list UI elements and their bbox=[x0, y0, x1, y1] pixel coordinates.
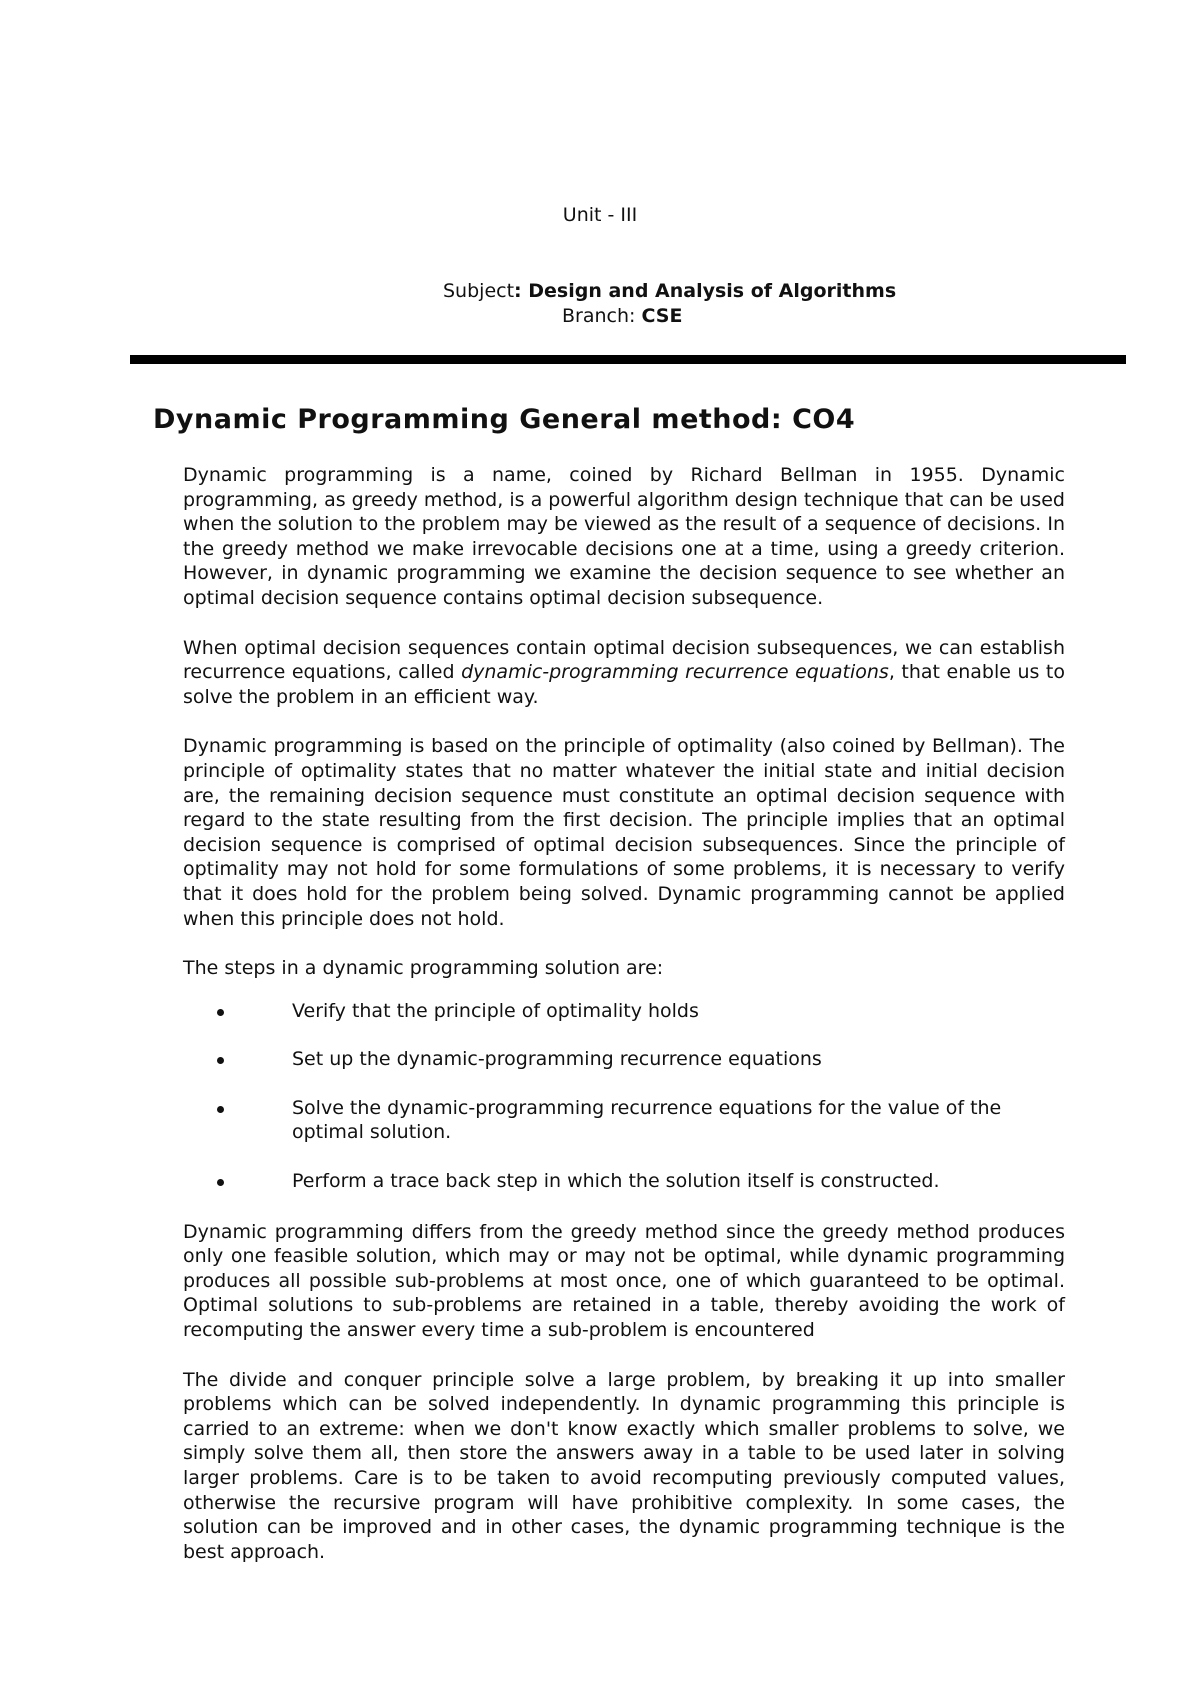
paragraph-divide-and-conquer: The divide and conquer principle solve a large problem, by breaking it up into smaller problems which can be solved independently. In dynamic programming this principle is carried to an extreme: when we don't know exactly which smaller problems to solve, we simply solve them all, then store the answers away in a table to be used later in solving larger problems. Care is to be taken to avoid recomputing previously computed values, otherwise the recursive program will have prohibitive complexity. In some cases, the solution can be improved and in other cases, the dynamic programming technique is the best approach. bbox=[183, 1368, 1065, 1563]
step-text: Verify that the principle of optimality holds bbox=[292, 999, 699, 1022]
paragraph-principle-of-optimality: Dynamic programming is based on the principle of optimality (also coined by Bellman). The principle of optimality states that no matter whatever the initial state and initial decision are, the remaining decision sequence must constitute an optimal decision sequence with regard to the state resulting from the first decision. The principle implies that an optimal decision sequence is comprised of optimal decision subsequences. Since the principle of optimality may not hold for some formulations of some problems, it is necessary to verify that it does hold for the problem being solved. Dynamic programming cannot be applied when this principle does not hold. bbox=[183, 735, 1065, 930]
bullet-icon bbox=[217, 1057, 224, 1064]
section-heading: Dynamic Programming General method: CO4 bbox=[153, 404, 856, 435]
steps-intro: The steps in a dynamic programming solution are: bbox=[183, 957, 664, 980]
paragraph-recurrence-text-2: , that enable us to solve the problem in an efficient way. bbox=[183, 661, 1066, 708]
paragraph-recurrence-italic-term: dynamic-programming recurrence equations bbox=[461, 661, 889, 684]
body-content bbox=[183, 463, 1065, 1589]
bullet-icon bbox=[217, 1179, 224, 1186]
branch-line bbox=[562, 305, 682, 327]
branch-label: Branch: bbox=[562, 305, 642, 327]
step-text: Solve the dynamic-programming recurrence equations for the value of the optimal solution. bbox=[292, 1096, 1002, 1144]
list-item bbox=[183, 1096, 1065, 1145]
subject-value: : Design and Analysis of Algorithms bbox=[514, 280, 897, 302]
step-text: Set up the dynamic-programming recurrence equations bbox=[292, 1048, 822, 1071]
subject-label: Subject bbox=[443, 280, 515, 302]
list-item bbox=[183, 999, 1065, 1024]
paragraph-recurrence bbox=[183, 636, 1065, 710]
list-item bbox=[183, 1169, 1065, 1194]
branch-value: CSE bbox=[641, 305, 683, 327]
paragraph-greedy-comparison: Dynamic programming differs from the greedy method since the greedy method produces only one feasible solution, which may or may not be optimal, while dynamic programming produces all possible sub-problems at most once, one of which guaranteed to be optimal. Optimal solutions to sub-problems are retained in a table, thereby avoiding the work of recomputing the answer every time a sub-problem is encountered bbox=[183, 1220, 1065, 1342]
bullet-icon bbox=[217, 1009, 224, 1016]
steps-list bbox=[183, 999, 1065, 1194]
paragraph-recurrence-text-1: When optimal decision sequences contain optimal decision subsequences, we can establish recurrence equations, called bbox=[183, 636, 1065, 684]
step-text: Perform a trace back step in which the solution itself is constructed. bbox=[292, 1170, 940, 1193]
horizontal-rule bbox=[130, 355, 1126, 364]
subject-line bbox=[443, 280, 896, 302]
list-item bbox=[183, 1047, 1065, 1072]
bullet-icon bbox=[217, 1106, 224, 1113]
unit-title: Unit - III bbox=[562, 204, 638, 226]
paragraph-intro: Dynamic programming is a name, coined by Richard Bellman in 1955. Dynamic programming, as greedy method, is a powerful algorithm design technique that can be used when the solution to the problem may be viewed as the result of a sequence of decisions. In the greedy method we make irrevocable decisions one at a time, using a greedy criterion. However, in dynamic programming we examine the decision sequence to see whether an optimal decision sequence contains optimal decision subsequence. bbox=[183, 464, 1065, 609]
